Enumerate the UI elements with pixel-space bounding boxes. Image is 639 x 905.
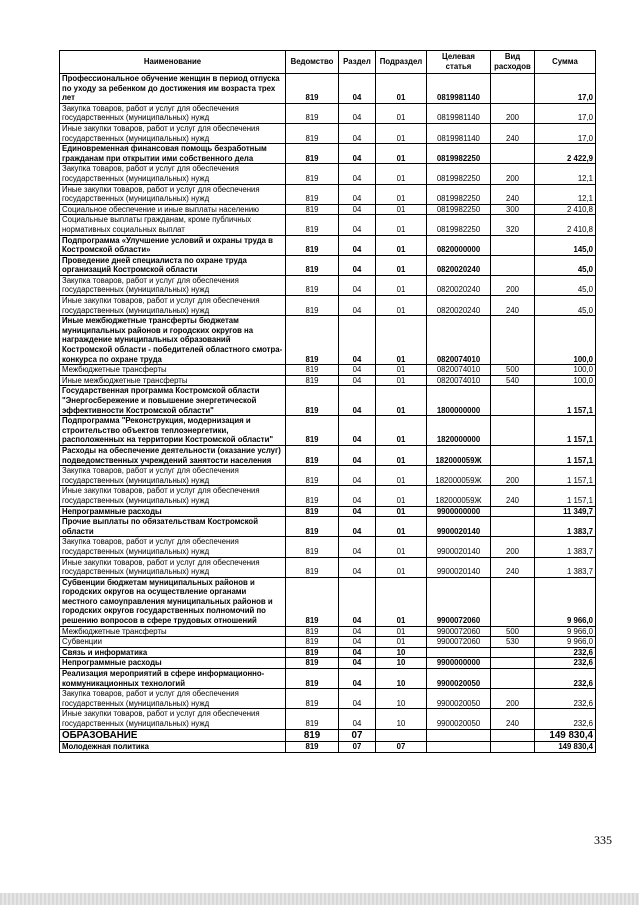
cell-sum: 12,1 <box>535 164 596 184</box>
cell-subsection <box>376 729 427 742</box>
cell-exp-type: 500 <box>491 626 535 637</box>
cell-name: Иные закупки товаров, работ и услуг для обеспечения государственных (муниципальных) нужд <box>60 709 286 729</box>
cell-sum: 1 383,7 <box>535 537 596 557</box>
cell-subsection: 01 <box>376 296 427 316</box>
cell-target: 9900020140 <box>427 537 491 557</box>
cell-dept: 819 <box>286 486 339 506</box>
cell-subsection: 01 <box>376 637 427 648</box>
header-dept: Ведомство <box>286 51 339 74</box>
cell-name: Закупка товаров, работ и услуг для обеспечения государственных (муниципальных) нужд <box>60 275 286 295</box>
table-row <box>60 729 596 742</box>
cell-subsection: 01 <box>376 557 427 577</box>
table-row <box>60 669 596 689</box>
cell-dept: 819 <box>286 235 339 255</box>
cell-subsection: 01 <box>376 144 427 164</box>
cell-target: 0819982250 <box>427 204 491 215</box>
cell-sum: 1 383,7 <box>535 557 596 577</box>
cell-dept: 819 <box>286 709 339 729</box>
cell-sum: 1 157,1 <box>535 445 596 465</box>
cell-exp-type: 240 <box>491 296 535 316</box>
cell-name: Межбюджетные трансферты <box>60 626 286 637</box>
cell-exp-type <box>491 255 535 275</box>
cell-exp-type: 240 <box>491 709 535 729</box>
cell-target: 0819982250 <box>427 164 491 184</box>
cell-target: 9900020140 <box>427 557 491 577</box>
table-row <box>60 537 596 557</box>
cell-subsection: 01 <box>376 123 427 143</box>
table-row <box>60 506 596 517</box>
cell-target: 0819981140 <box>427 103 491 123</box>
header-sum: Сумма <box>535 51 596 74</box>
cell-exp-type <box>491 316 535 365</box>
cell-dept: 819 <box>286 689 339 709</box>
cell-target: 0820074010 <box>427 375 491 386</box>
table-row <box>60 658 596 669</box>
cell-section: 04 <box>339 445 376 465</box>
cell-subsection: 01 <box>376 365 427 376</box>
cell-exp-type: 240 <box>491 184 535 204</box>
cell-section: 04 <box>339 517 376 537</box>
cell-exp-type: 240 <box>491 486 535 506</box>
cell-subsection: 01 <box>376 506 427 517</box>
table-row <box>60 637 596 648</box>
cell-exp-type <box>491 74 535 104</box>
cell-section: 04 <box>339 466 376 486</box>
cell-subsection: 10 <box>376 647 427 658</box>
table-row <box>60 386 596 416</box>
cell-section: 04 <box>339 184 376 204</box>
cell-subsection: 01 <box>376 386 427 416</box>
cell-target: 1820000000 <box>427 416 491 446</box>
cell-name: Закупка товаров, работ и услуг для обеспечения государственных (муниципальных) нужд <box>60 689 286 709</box>
cell-subsection: 01 <box>376 626 427 637</box>
table-row <box>60 557 596 577</box>
table-row <box>60 164 596 184</box>
cell-sum: 9 966,0 <box>535 626 596 637</box>
cell-dept: 819 <box>286 557 339 577</box>
cell-exp-type: 200 <box>491 466 535 486</box>
cell-name: Реализация мероприятий в сфере информационно-коммуникационных технологий <box>60 669 286 689</box>
table-row <box>60 445 596 465</box>
cell-sum: 1 157,1 <box>535 486 596 506</box>
cell-target: 1800000000 <box>427 386 491 416</box>
cell-subsection: 01 <box>376 204 427 215</box>
cell-target: 182000059Ж <box>427 466 491 486</box>
cell-section: 07 <box>339 742 376 753</box>
cell-section: 04 <box>339 235 376 255</box>
cell-exp-type: 240 <box>491 123 535 143</box>
cell-subsection: 01 <box>376 375 427 386</box>
cell-subsection: 10 <box>376 689 427 709</box>
cell-sum: 232,6 <box>535 647 596 658</box>
cell-name: Расходы на обеспечение деятельности (оказание услуг) подведомственных учреждений занятости населения <box>60 445 286 465</box>
cell-name: Единовременная финансовая помощь безработным гражданам при открытии ими собственного дела <box>60 144 286 164</box>
cell-subsection: 01 <box>376 416 427 446</box>
cell-sum: 11 349,7 <box>535 506 596 517</box>
cell-name: Связь и информатика <box>60 647 286 658</box>
cell-sum: 1 157,1 <box>535 466 596 486</box>
cell-section: 04 <box>339 486 376 506</box>
cell-section: 04 <box>339 557 376 577</box>
cell-sum: 2 410,8 <box>535 204 596 215</box>
cell-section: 04 <box>339 577 376 626</box>
cell-target: 0819982250 <box>427 184 491 204</box>
cell-section: 04 <box>339 123 376 143</box>
cell-sum: 145,0 <box>535 235 596 255</box>
cell-exp-type: 300 <box>491 204 535 215</box>
cell-section: 04 <box>339 375 376 386</box>
cell-sum: 9 966,0 <box>535 637 596 648</box>
cell-sum: 232,6 <box>535 689 596 709</box>
cell-target: 9900072060 <box>427 637 491 648</box>
cell-sum: 45,0 <box>535 275 596 295</box>
cell-target: 0819982250 <box>427 144 491 164</box>
header-exp-type: Вид расходов <box>491 51 535 74</box>
cell-name: ОБРАЗОВАНИЕ <box>60 729 286 742</box>
cell-target: 0819982250 <box>427 215 491 235</box>
cell-subsection: 01 <box>376 537 427 557</box>
cell-sum: 100,0 <box>535 316 596 365</box>
cell-target: 9900020050 <box>427 689 491 709</box>
cell-dept: 819 <box>286 506 339 517</box>
cell-subsection: 01 <box>376 316 427 365</box>
cell-dept: 819 <box>286 375 339 386</box>
cell-exp-type: 320 <box>491 215 535 235</box>
cell-exp-type <box>491 658 535 669</box>
cell-subsection: 10 <box>376 669 427 689</box>
cell-name: Государственная программа Костромской области "Энергосбережение и повышение энергетической эффективности Костромской области" <box>60 386 286 416</box>
cell-name: Межбюджетные трансферты <box>60 365 286 376</box>
cell-sum: 9 966,0 <box>535 577 596 626</box>
header-name: Наименование <box>60 51 286 74</box>
table-row <box>60 74 596 104</box>
cell-dept: 819 <box>286 386 339 416</box>
table-row <box>60 103 596 123</box>
cell-target: 0820074010 <box>427 365 491 376</box>
cell-sum: 2 410,8 <box>535 215 596 235</box>
cell-section: 04 <box>339 215 376 235</box>
cell-subsection: 01 <box>376 74 427 104</box>
cell-dept: 819 <box>286 466 339 486</box>
cell-sum: 2 422,9 <box>535 144 596 164</box>
cell-dept: 819 <box>286 445 339 465</box>
cell-section: 04 <box>339 647 376 658</box>
cell-exp-type <box>491 506 535 517</box>
cell-sum: 232,6 <box>535 709 596 729</box>
cell-sum: 12,1 <box>535 184 596 204</box>
cell-section: 04 <box>339 689 376 709</box>
cell-sum: 232,6 <box>535 658 596 669</box>
cell-target <box>427 647 491 658</box>
cell-dept: 819 <box>286 184 339 204</box>
cell-section: 04 <box>339 275 376 295</box>
cell-sum: 232,6 <box>535 669 596 689</box>
cell-dept: 819 <box>286 647 339 658</box>
cell-target: 0820020240 <box>427 255 491 275</box>
cell-exp-type <box>491 669 535 689</box>
cell-exp-type: 200 <box>491 689 535 709</box>
cell-name: Подпрограмма «Улучшение условий и охраны труда в Костромской области» <box>60 235 286 255</box>
cell-sum: 45,0 <box>535 255 596 275</box>
cell-subsection: 01 <box>376 445 427 465</box>
cell-target: 9900072060 <box>427 577 491 626</box>
cell-section: 04 <box>339 316 376 365</box>
cell-target: 182000059Ж <box>427 486 491 506</box>
cell-name: Закупка товаров, работ и услуг для обеспечения государственных (муниципальных) нужд <box>60 537 286 557</box>
cell-name: Подпрограмма "Реконструкция, модернизация и строительство объектов теплоэнергетики, расположенных на территории Костромской области" <box>60 416 286 446</box>
cell-target: 9900072060 <box>427 626 491 637</box>
table-row <box>60 375 596 386</box>
table-row <box>60 689 596 709</box>
header-target: Целевая статья <box>427 51 491 74</box>
cell-subsection: 01 <box>376 235 427 255</box>
cell-subsection: 01 <box>376 103 427 123</box>
cell-section: 04 <box>339 164 376 184</box>
cell-dept: 819 <box>286 626 339 637</box>
scan-edge <box>0 893 639 905</box>
cell-sum: 45,0 <box>535 296 596 316</box>
table-row <box>60 742 596 753</box>
cell-name: Иные закупки товаров, работ и услуг для обеспечения государственных (муниципальных) нужд <box>60 123 286 143</box>
table-row <box>60 296 596 316</box>
cell-subsection: 01 <box>376 517 427 537</box>
cell-name: Закупка товаров, работ и услуг для обеспечения государственных (муниципальных) нужд <box>60 103 286 123</box>
cell-exp-type: 200 <box>491 103 535 123</box>
cell-name: Молодежная политика <box>60 742 286 753</box>
cell-dept: 819 <box>286 316 339 365</box>
cell-name: Иные закупки товаров, работ и услуг для обеспечения государственных (муниципальных) нужд <box>60 557 286 577</box>
cell-sum: 17,0 <box>535 74 596 104</box>
cell-dept: 819 <box>286 517 339 537</box>
table-row <box>60 365 596 376</box>
table-row <box>60 184 596 204</box>
cell-dept: 819 <box>286 365 339 376</box>
cell-exp-type <box>491 729 535 742</box>
cell-subsection: 01 <box>376 275 427 295</box>
cell-section: 04 <box>339 74 376 104</box>
cell-name: Непрограммные расходы <box>60 658 286 669</box>
cell-section: 04 <box>339 537 376 557</box>
cell-section: 04 <box>339 709 376 729</box>
cell-name: Прочие выплаты по обязательствам Костромской области <box>60 517 286 537</box>
cell-section: 04 <box>339 296 376 316</box>
table-body <box>60 74 596 753</box>
cell-target: 9900020050 <box>427 709 491 729</box>
cell-dept: 819 <box>286 255 339 275</box>
table-row <box>60 416 596 446</box>
cell-section: 04 <box>339 386 376 416</box>
page-number: 335 <box>594 833 612 847</box>
cell-target: 0819981140 <box>427 74 491 104</box>
cell-exp-type: 240 <box>491 557 535 577</box>
cell-section: 04 <box>339 416 376 446</box>
cell-sum: 17,0 <box>535 103 596 123</box>
cell-exp-type <box>491 647 535 658</box>
cell-target: 0819981140 <box>427 123 491 143</box>
cell-section: 04 <box>339 626 376 637</box>
cell-dept: 819 <box>286 164 339 184</box>
cell-exp-type <box>491 517 535 537</box>
cell-target <box>427 742 491 753</box>
cell-sum: 149 830,4 <box>535 729 596 742</box>
table-row <box>60 215 596 235</box>
cell-target: 9900020050 <box>427 669 491 689</box>
table-header <box>60 51 596 74</box>
cell-exp-type <box>491 742 535 753</box>
cell-sum: 1 383,7 <box>535 517 596 537</box>
cell-name: Закупка товаров, работ и услуг для обеспечения государственных (муниципальных) нужд <box>60 164 286 184</box>
cell-target: 9900020140 <box>427 517 491 537</box>
cell-dept: 819 <box>286 658 339 669</box>
cell-name: Иные межбюджетные трансферты <box>60 375 286 386</box>
cell-section: 04 <box>339 103 376 123</box>
cell-dept: 819 <box>286 729 339 742</box>
cell-section: 04 <box>339 255 376 275</box>
header-section: Раздел <box>339 51 376 74</box>
cell-sum: 17,0 <box>535 123 596 143</box>
cell-target: 9900000000 <box>427 658 491 669</box>
cell-name: Проведение дней специалиста по охране труда организаций Костромской области <box>60 255 286 275</box>
table-row <box>60 577 596 626</box>
cell-exp-type: 200 <box>491 275 535 295</box>
table-row <box>60 647 596 658</box>
cell-exp-type: 540 <box>491 375 535 386</box>
cell-dept: 819 <box>286 537 339 557</box>
cell-section: 04 <box>339 637 376 648</box>
cell-section: 04 <box>339 144 376 164</box>
cell-sum: 1 157,1 <box>535 416 596 446</box>
table-row <box>60 626 596 637</box>
cell-exp-type <box>491 416 535 446</box>
cell-subsection: 10 <box>376 658 427 669</box>
cell-sum: 100,0 <box>535 365 596 376</box>
cell-section: 04 <box>339 506 376 517</box>
cell-name: Субвенции бюджетам муниципальных районов и городских округов на осуществление органами местного самоуправления муниципальных районов и городских округов государственных полномочий по решению вопросов в сфере трудовых отношений <box>60 577 286 626</box>
cell-exp-type <box>491 386 535 416</box>
table-row <box>60 316 596 365</box>
table-row <box>60 486 596 506</box>
cell-dept: 819 <box>286 204 339 215</box>
cell-section: 04 <box>339 204 376 215</box>
cell-subsection: 10 <box>376 709 427 729</box>
cell-target: 182000059Ж <box>427 445 491 465</box>
table-row <box>60 144 596 164</box>
cell-exp-type <box>491 577 535 626</box>
cell-target: 0820020240 <box>427 296 491 316</box>
table-row <box>60 204 596 215</box>
cell-subsection: 01 <box>376 577 427 626</box>
cell-exp-type: 500 <box>491 365 535 376</box>
cell-exp-type <box>491 445 535 465</box>
cell-name: Субвенции <box>60 637 286 648</box>
table-row <box>60 466 596 486</box>
cell-subsection: 01 <box>376 466 427 486</box>
cell-name: Иные закупки товаров, работ и услуг для обеспечения государственных (муниципальных) нужд <box>60 486 286 506</box>
cell-subsection: 01 <box>376 486 427 506</box>
cell-name: Иные закупки товаров, работ и услуг для обеспечения государственных (муниципальных) нужд <box>60 184 286 204</box>
cell-exp-type: 200 <box>491 164 535 184</box>
cell-subsection: 01 <box>376 164 427 184</box>
cell-target <box>427 729 491 742</box>
cell-subsection: 01 <box>376 215 427 235</box>
cell-dept: 819 <box>286 296 339 316</box>
cell-target: 0820020240 <box>427 275 491 295</box>
cell-section: 04 <box>339 658 376 669</box>
cell-dept: 819 <box>286 275 339 295</box>
cell-dept: 819 <box>286 742 339 753</box>
cell-target: 0820074010 <box>427 316 491 365</box>
cell-target: 9900000000 <box>427 506 491 517</box>
cell-section: 07 <box>339 729 376 742</box>
cell-section: 04 <box>339 669 376 689</box>
cell-section: 04 <box>339 365 376 376</box>
cell-dept: 819 <box>286 669 339 689</box>
cell-dept: 819 <box>286 144 339 164</box>
cell-name: Непрограммные расходы <box>60 506 286 517</box>
cell-name: Социальные выплаты гражданам, кроме публичных нормативных социальных выплат <box>60 215 286 235</box>
cell-target: 0820000000 <box>427 235 491 255</box>
cell-name: Профессиональное обучение женщин в период отпуска по уходу за ребенком до достижения им возраста трех лет <box>60 74 286 104</box>
cell-exp-type: 200 <box>491 537 535 557</box>
table-row <box>60 709 596 729</box>
cell-exp-type <box>491 144 535 164</box>
table-row <box>60 255 596 275</box>
cell-dept: 819 <box>286 103 339 123</box>
cell-exp-type: 530 <box>491 637 535 648</box>
budget-table <box>59 50 596 753</box>
cell-sum: 100,0 <box>535 375 596 386</box>
cell-exp-type <box>491 235 535 255</box>
cell-dept: 819 <box>286 123 339 143</box>
cell-dept: 819 <box>286 577 339 626</box>
cell-sum: 1 157,1 <box>535 386 596 416</box>
table-row <box>60 235 596 255</box>
cell-subsection: 01 <box>376 184 427 204</box>
cell-subsection: 01 <box>376 255 427 275</box>
cell-sum: 149 830,4 <box>535 742 596 753</box>
table-row <box>60 123 596 143</box>
cell-name: Иные межбюджетные трансферты бюджетам муниципальных районов и городских округов на награждение муниципальных образований Костромской области - победителей областного смотра-конкурса по охране труда <box>60 316 286 365</box>
header-subsection: Подраздел <box>376 51 427 74</box>
table-row <box>60 275 596 295</box>
cell-dept: 819 <box>286 215 339 235</box>
cell-dept: 819 <box>286 637 339 648</box>
table-row <box>60 517 596 537</box>
cell-name: Социальное обеспечение и иные выплаты населению <box>60 204 286 215</box>
cell-name: Закупка товаров, работ и услуг для обеспечения государственных (муниципальных) нужд <box>60 466 286 486</box>
cell-name: Иные закупки товаров, работ и услуг для обеспечения государственных (муниципальных) нужд <box>60 296 286 316</box>
cell-subsection: 07 <box>376 742 427 753</box>
cell-dept: 819 <box>286 416 339 446</box>
cell-dept: 819 <box>286 74 339 104</box>
